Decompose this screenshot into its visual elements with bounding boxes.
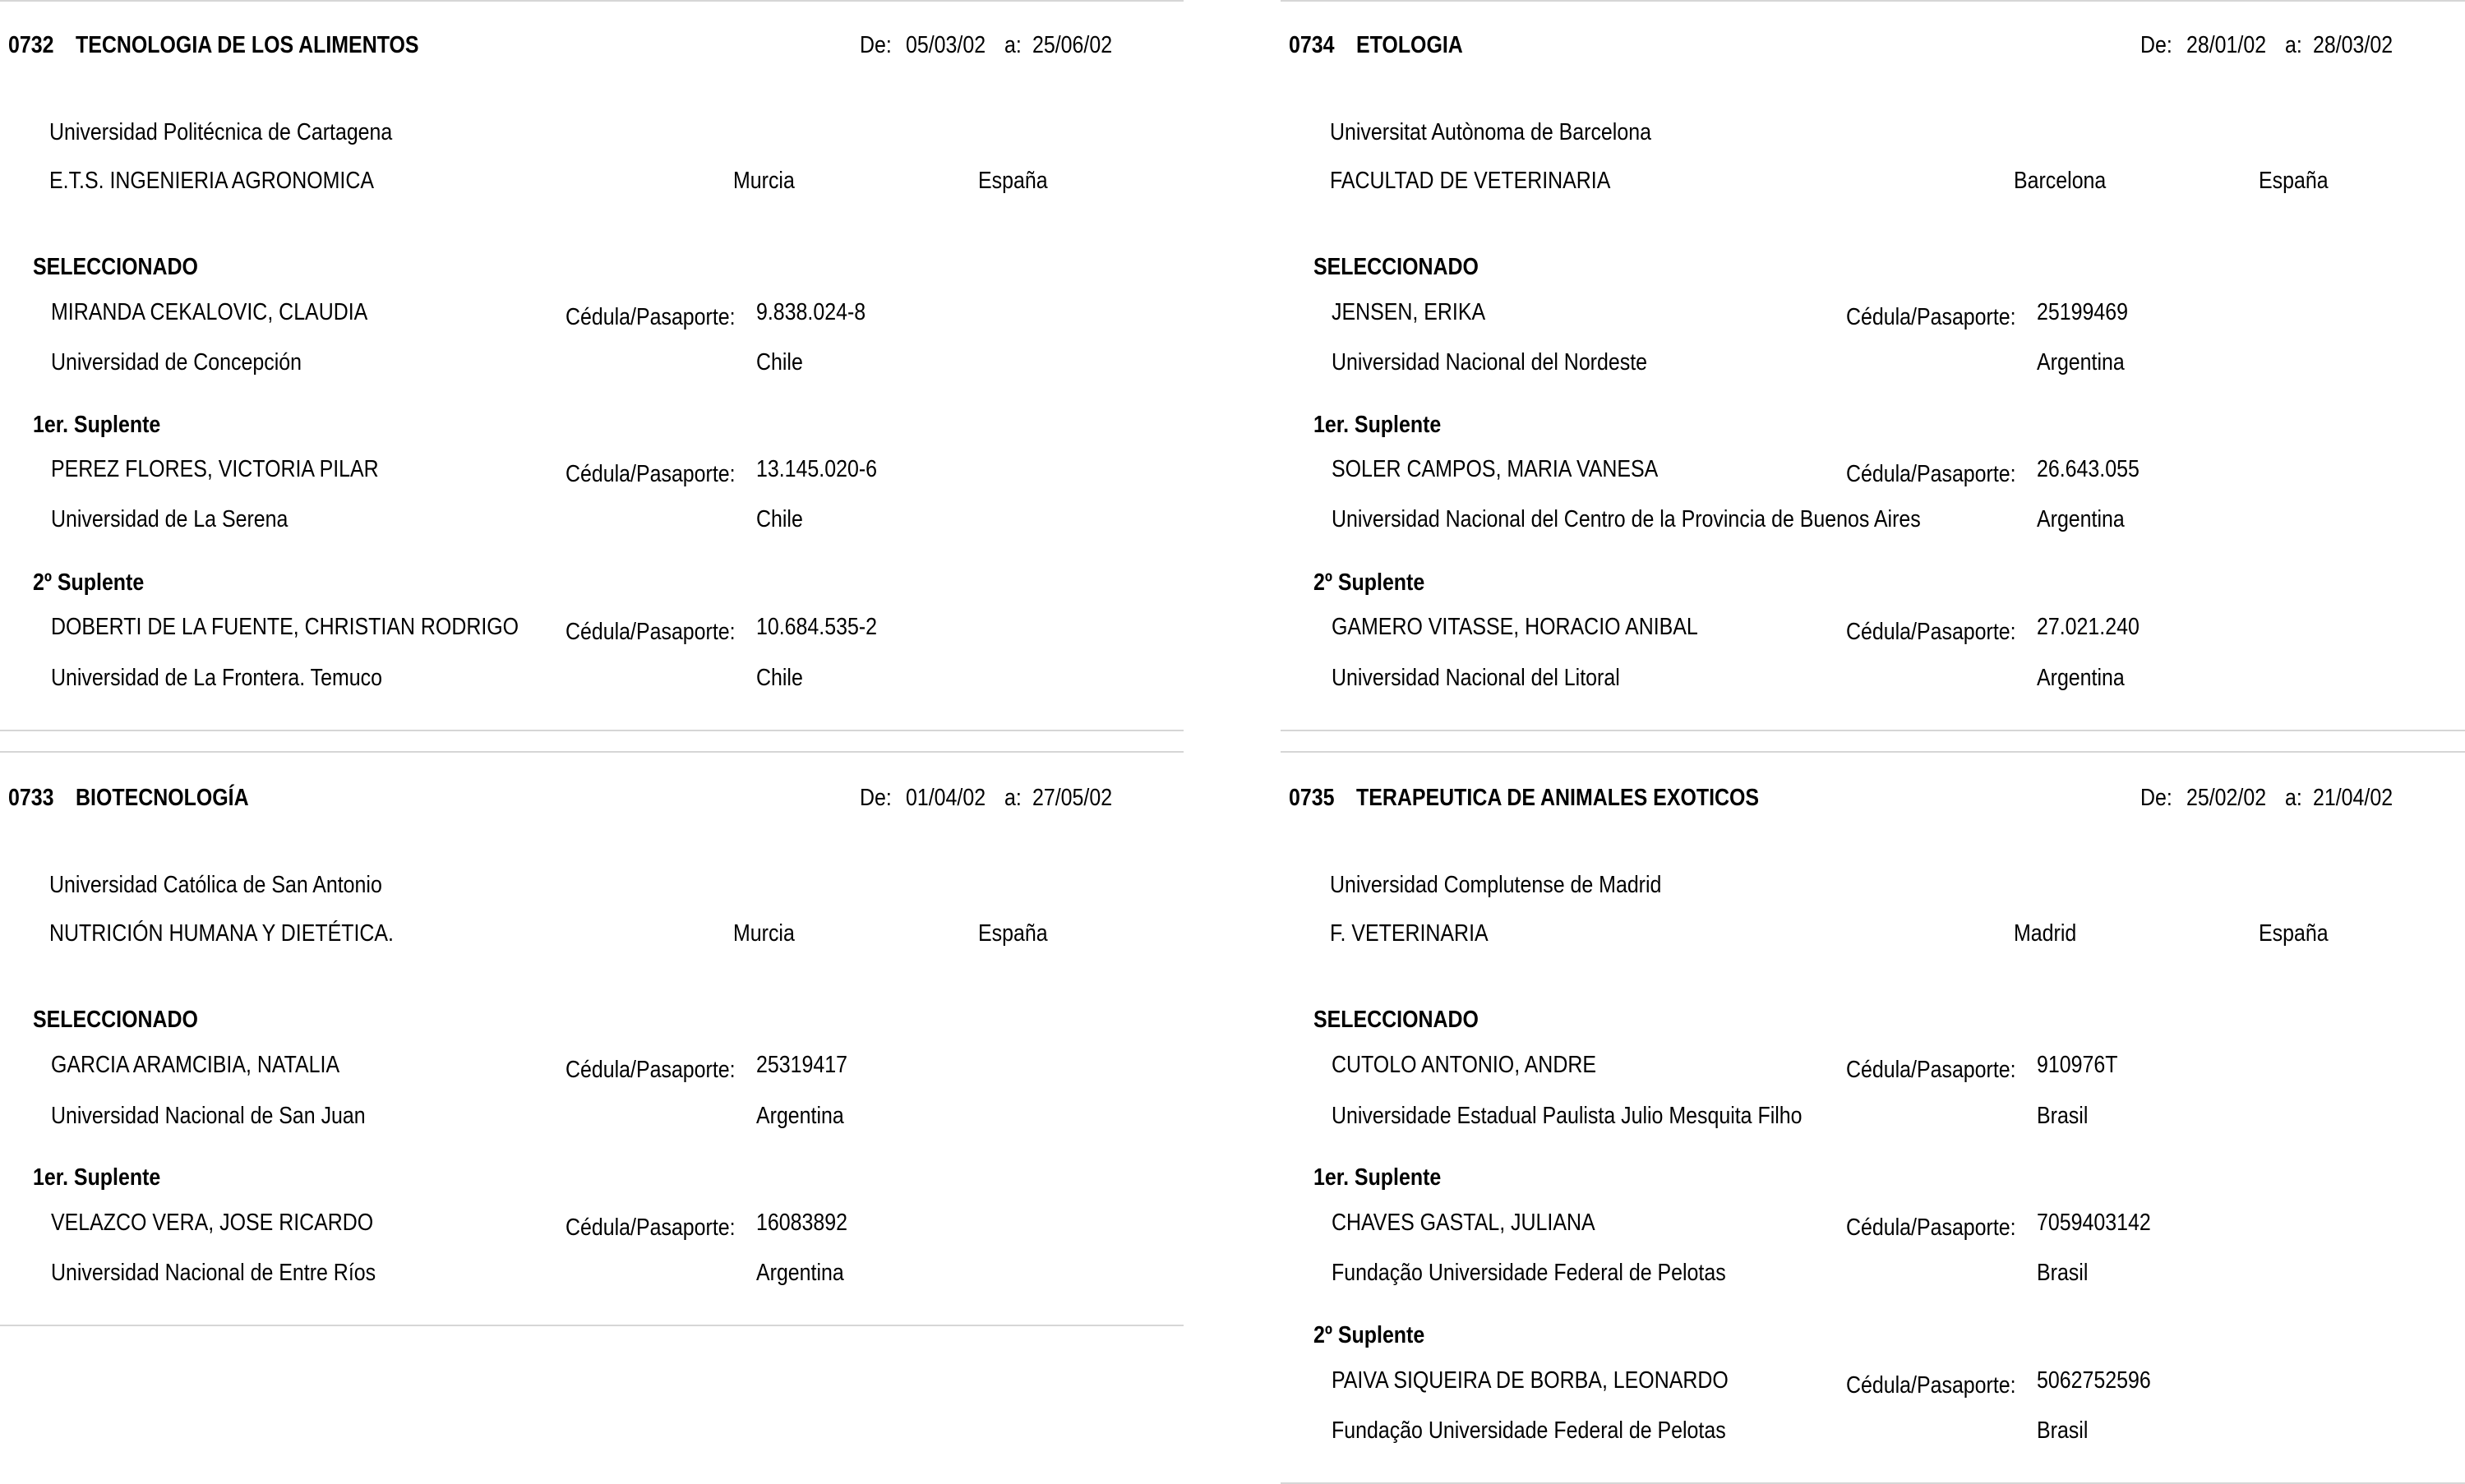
origin-country: Brasil (2037, 1103, 2089, 1129)
host-faculty: NUTRICIÓN HUMANA Y DIETÉTICA. (49, 920, 394, 947)
origin-country: Argentina (756, 1103, 844, 1129)
candidate-name: GARCIA ARAMCIBIA, NATALIA (51, 1052, 340, 1078)
date-to-label: a: (2285, 32, 2302, 58)
separator-mid-left-2 (0, 751, 1184, 753)
candidate-name: PEREZ FLORES, VICTORIA PILAR (51, 456, 379, 482)
id-value: 9.838.024-8 (756, 299, 866, 325)
id-label: Cédula/Pasaporte: (1846, 1372, 2016, 1399)
course-code: 0734 (1289, 32, 1335, 58)
date-from: 01/04/02 (906, 785, 986, 811)
origin-university: Universidad Nacional del Centro de la Provincia de Buenos Aires (1332, 506, 1921, 532)
date-from-label: De: (2140, 785, 2172, 811)
role-label-substitute-2: 2º Suplente (33, 569, 145, 596)
id-label: Cédula/Pasaporte: (565, 619, 736, 645)
host-country: España (2259, 920, 2329, 947)
candidate-name: CHAVES GASTAL, JULIANA (1332, 1210, 1595, 1236)
course-code: 0732 (8, 32, 54, 58)
id-label: Cédula/Pasaporte: (565, 461, 736, 487)
id-label: Cédula/Pasaporte: (1846, 1214, 2016, 1241)
id-value: 13.145.020-6 (756, 456, 878, 482)
host-faculty: E.T.S. INGENIERIA AGRONOMICA (49, 168, 374, 194)
origin-university: Fundação Universidade Federal de Pelotas (1332, 1260, 1726, 1286)
origin-university: Universidad de Concepción (51, 349, 302, 376)
date-from: 28/01/02 (2186, 32, 2267, 58)
host-country: España (2259, 168, 2329, 194)
host-city: Murcia (733, 168, 795, 194)
id-label: Cédula/Pasaporte: (1846, 304, 2016, 330)
role-label-substitute-1: 1er. Suplente (33, 412, 161, 438)
origin-university: Universidad Nacional de Entre Ríos (51, 1260, 376, 1286)
origin-university: Universidad Nacional de San Juan (51, 1103, 366, 1129)
date-to: 28/03/02 (2313, 32, 2393, 58)
separator-top-right (1281, 0, 2465, 2)
id-value: 7059403142 (2037, 1210, 2151, 1236)
candidate-name: GAMERO VITASSE, HORACIO ANIBAL (1332, 614, 1698, 640)
separator-mid-right-2 (1281, 751, 2465, 753)
candidate-name: MIRANDA CEKALOVIC, CLAUDIA (51, 299, 368, 325)
id-label: Cédula/Pasaporte: (1846, 461, 2016, 487)
host-university: Universidad Complutense de Madrid (1330, 872, 1662, 898)
origin-country: Argentina (2037, 665, 2125, 691)
origin-country: Chile (756, 349, 803, 376)
id-value: 10.684.535-2 (756, 614, 878, 640)
origin-country: Argentina (2037, 349, 2125, 376)
role-label-substitute-1: 1er. Suplente (1313, 412, 1442, 438)
host-faculty: FACULTAD DE VETERINARIA (1330, 168, 1611, 194)
origin-university: Universidad Nacional del Litoral (1332, 665, 1620, 691)
id-label: Cédula/Pasaporte: (565, 304, 736, 330)
host-faculty: F. VETERINARIA (1330, 920, 1489, 947)
candidate-name: JENSEN, ERIKA (1332, 299, 1486, 325)
role-label-selected: SELECCIONADO (33, 1007, 198, 1033)
course-code: 0733 (8, 785, 54, 811)
date-from: 05/03/02 (906, 32, 986, 58)
host-country: España (978, 920, 1048, 947)
course-title: ETOLOGIA (1356, 32, 1463, 58)
date-to: 25/06/02 (1032, 32, 1113, 58)
course-title: TERAPEUTICA DE ANIMALES EXOTICOS (1356, 785, 1760, 811)
role-label-selected: SELECCIONADO (1313, 1007, 1479, 1033)
origin-country: Chile (756, 506, 803, 532)
separator-bottom-left (0, 1325, 1184, 1326)
id-value: 26.643.055 (2037, 456, 2140, 482)
id-value: 16083892 (756, 1210, 847, 1236)
date-from-label: De: (860, 32, 892, 58)
host-country: España (978, 168, 1048, 194)
id-label: Cédula/Pasaporte: (565, 1057, 736, 1083)
origin-university: Universidad de La Serena (51, 506, 289, 532)
date-to: 27/05/02 (1032, 785, 1113, 811)
course-title: TECNOLOGIA DE LOS ALIMENTOS (76, 32, 419, 58)
course-title: BIOTECNOLOGÍA (76, 785, 249, 811)
id-value: 27.021.240 (2037, 614, 2140, 640)
date-from: 25/02/02 (2186, 785, 2267, 811)
host-university: Universidad Politécnica de Cartagena (49, 119, 393, 145)
candidate-name: PAIVA SIQUEIRA DE BORBA, LEONARDO (1332, 1367, 1729, 1394)
id-value: 910976T (2037, 1052, 2118, 1078)
id-value: 25319417 (756, 1052, 847, 1078)
date-from-label: De: (2140, 32, 2172, 58)
id-label: Cédula/Pasaporte: (1846, 1057, 2016, 1083)
host-city: Madrid (2014, 920, 2077, 947)
origin-country: Argentina (756, 1260, 844, 1286)
origin-university: Universidad Nacional del Nordeste (1332, 349, 1648, 376)
id-label: Cédula/Pasaporte: (1846, 619, 2016, 645)
candidate-name: CUTOLO ANTONIO, ANDRE (1332, 1052, 1596, 1078)
id-value: 5062752596 (2037, 1367, 2151, 1394)
id-label: Cédula/Pasaporte: (565, 1214, 736, 1241)
date-to-label: a: (1004, 32, 1022, 58)
origin-university: Fundação Universidade Federal de Pelotas (1332, 1417, 1726, 1444)
id-value: 25199469 (2037, 299, 2128, 325)
date-to-label: a: (2285, 785, 2302, 811)
host-city: Barcelona (2014, 168, 2107, 194)
origin-country: Chile (756, 665, 803, 691)
date-from-label: De: (860, 785, 892, 811)
separator-mid-right-1 (1281, 730, 2465, 731)
role-label-substitute-2: 2º Suplente (1313, 569, 1425, 596)
host-city: Murcia (733, 920, 795, 947)
host-university: Universitat Autònoma de Barcelona (1330, 119, 1651, 145)
candidate-name: SOLER CAMPOS, MARIA VANESA (1332, 456, 1659, 482)
role-label-substitute-1: 1er. Suplente (1313, 1164, 1442, 1191)
date-to: 21/04/02 (2313, 785, 2393, 811)
candidate-name: DOBERTI DE LA FUENTE, CHRISTIAN RODRIGO (51, 614, 519, 640)
role-label-selected: SELECCIONADO (1313, 254, 1479, 280)
host-university: Universidad Católica de San Antonio (49, 872, 382, 898)
date-to-label: a: (1004, 785, 1022, 811)
origin-country: Argentina (2037, 506, 2125, 532)
separator-mid-left-1 (0, 730, 1184, 731)
course-code: 0735 (1289, 785, 1335, 811)
origin-university: Universidade Estadual Paulista Julio Mesquita Filho (1332, 1103, 1803, 1129)
role-label-substitute-1: 1er. Suplente (33, 1164, 161, 1191)
separator-top-left (0, 0, 1184, 2)
origin-university: Universidad de La Frontera. Temuco (51, 665, 382, 691)
role-label-substitute-2: 2º Suplente (1313, 1322, 1425, 1348)
candidate-name: VELAZCO VERA, JOSE RICARDO (51, 1210, 374, 1236)
origin-country: Brasil (2037, 1417, 2089, 1444)
role-label-selected: SELECCIONADO (33, 254, 198, 280)
origin-country: Brasil (2037, 1260, 2089, 1286)
